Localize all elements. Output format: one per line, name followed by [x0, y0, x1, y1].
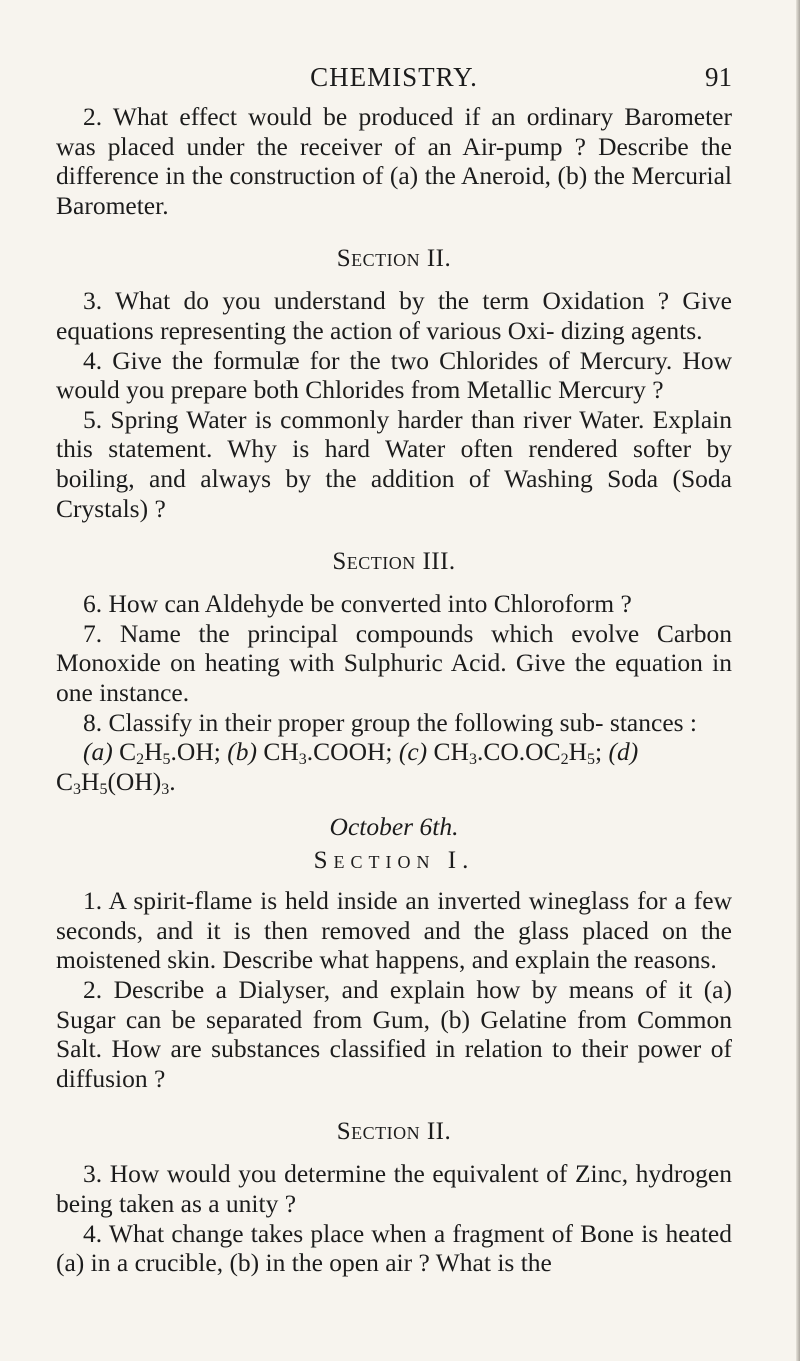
question-8: 8. Classify in their proper group the following sub- stances :: [83, 707, 698, 737]
date-heading: October 6th.: [329, 812, 459, 842]
formula-label: (b): [227, 737, 257, 767]
question-4b: 4. What change takes place when a fragment of Bone is heated (a) in a crucible, (b) in the open air ? What is the: [56, 1218, 732, 1278]
question-4: 4. Give the formulæ for the two Chlorides of Mercury. How would you prepare both Chlorides from Metallic Mercury ?: [56, 345, 732, 405]
section-heading: Section I.: [313, 847, 475, 875]
formula-label: (d): [608, 737, 639, 767]
formula-label: (a): [83, 737, 113, 767]
question-8-formulas: [56, 737, 732, 796]
question-2: 2. What effect would be produced if an ordinary Barometer was placed under the receiver of an Air-pump ? Describe the difference in the construction of (a) the Aneroid, (b) the Mercurial Barometer.: [56, 102, 732, 220]
formula-a: $C_2H_5.OH$;: [119, 737, 221, 769]
formula-d: $C_3H_5(OH)_3$.: [56, 766, 176, 798]
page-edge-shadow: [796, 0, 800, 1361]
question-1: 1. A spirit-flame is held inside an inverted wineglass for a few seconds, and it is then removed and the glass placed on the moistened skin. Describe what happens, and explain the reasons.: [56, 886, 732, 975]
book-page: [56, 62, 732, 1278]
page-header: [56, 62, 732, 102]
section-heading: Section II.: [336, 1118, 452, 1146]
question-2b: 2. Describe a Dialyser, and explain how by means of it (a) Sugar can be separated from Gum, (b) Gelatine from Common Salt. How are substances classified in relation to their power of diffusion ?: [56, 975, 732, 1093]
question-6: 6. How can Aldehyde be converted into Chloroform ?: [83, 589, 632, 619]
question-5: 5. Spring Water is commonly harder than river Water. Explain this statement. Why is hard Water often rendered softer by boiling, and always by the addition of Washing Soda (Soda Crystals) ?: [56, 404, 732, 523]
formula-b: $CH_3.COOH$;: [263, 737, 393, 769]
question-7: 7. Name the principal compounds which evolve Carbon Monoxide on heating with Sulphuric Acid. Give the equation in one instance.: [56, 618, 732, 707]
formula-c: $CH_3.CO.OC_2H_5$;: [433, 737, 603, 769]
question-3b: 3. How would you determine the equivalent of Zinc, hydrogen being taken as a unity ?: [56, 1159, 732, 1219]
section-heading: Section III.: [332, 548, 456, 576]
question-3: 3. What do you understand by the term Oxidation ? Give equations representing the action of various Oxi- dizing agents.: [56, 286, 732, 345]
running-title: CHEMISTRY.: [310, 62, 478, 92]
section-heading: Section II.: [336, 245, 452, 273]
formula-label: (c): [398, 737, 428, 767]
page-number: 91: [705, 62, 732, 92]
